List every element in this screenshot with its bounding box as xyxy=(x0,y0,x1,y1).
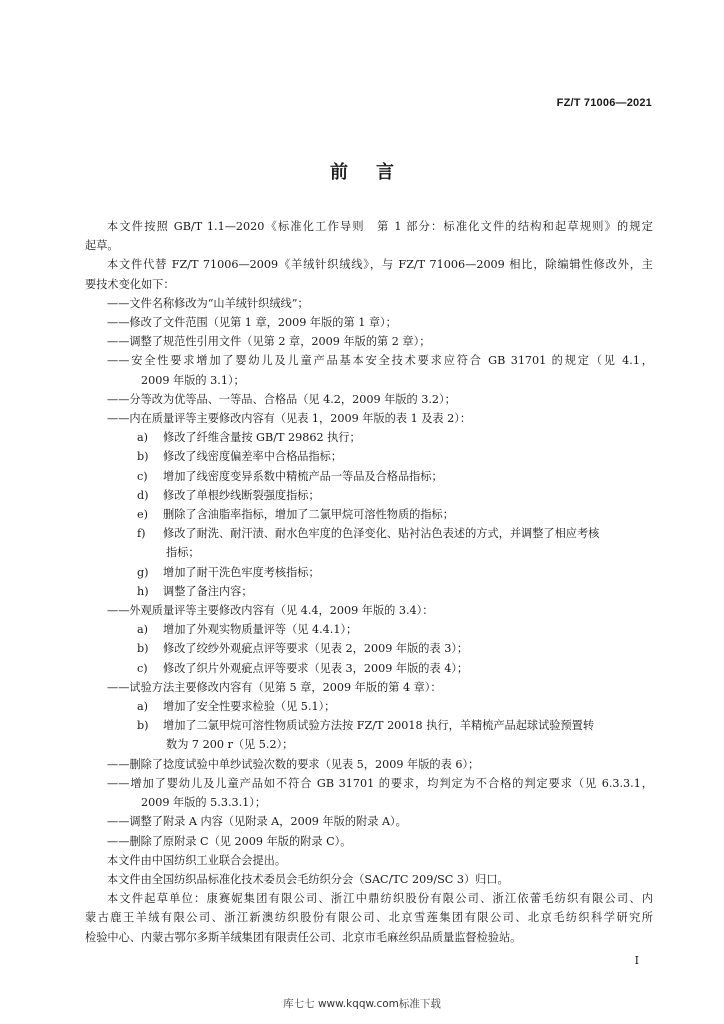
paragraph-line: 本文件代替 FZ/T 71006—2009《羊绒针织绒线》，与 FZ/T 71006—2009 相比，除编辑性修改外，主 xyxy=(107,258,653,272)
change-item: ——调整了附录 A 内容（见附录 A，2009 年版的附录 A）。 xyxy=(107,815,407,829)
sub-item-continuation: 指标； xyxy=(166,546,200,560)
sub-item-continuation: 数为 7 200 r（见 5.2）； xyxy=(166,738,294,752)
sub-item xyxy=(85,697,653,716)
change-item: ——外观质量评等主要修改内容有（见 4.4，2009 年版的 3.4）： xyxy=(107,604,434,618)
page-number: I xyxy=(634,954,639,967)
sub-item-label: c) xyxy=(137,469,148,483)
paragraph-line: 本文件由全国纺织品标准化技术委员会毛纺织分会（SAC/TC 209/SC 3）归口。 xyxy=(107,872,509,886)
change-item-continuation: 2009 年版的 5.3.3.1）； xyxy=(141,796,267,810)
sub-item xyxy=(85,716,653,735)
sub-item-text: 修改了单根纱线断裂强度指标； xyxy=(163,488,320,502)
sub-item xyxy=(85,563,653,582)
sub-item-label: b) xyxy=(137,719,149,733)
change-item-continuation: 2009 年版的 3.1）； xyxy=(141,373,245,387)
sub-item-label: f) xyxy=(137,527,146,541)
standard-code: FZ/T 71006—2021 xyxy=(556,97,652,109)
sub-item-label: a) xyxy=(137,431,149,445)
paragraph-line: 起草。 xyxy=(85,239,119,253)
sub-item-label: h) xyxy=(137,584,149,598)
sub-item xyxy=(85,620,653,639)
sub-item xyxy=(85,659,653,678)
sub-item xyxy=(85,524,653,543)
sub-item-text: 调整了备注内容； xyxy=(163,584,253,598)
paragraph-line: 检验中心、内蒙古鄂尔多斯羊绒集团有限责任公司、北京市毛麻丝织品质量监督检验站。 xyxy=(85,930,522,944)
sub-item-label: g) xyxy=(137,565,149,579)
change-item: ——分等改为优等品、一等品、合格品（见 4.2，2009 年版的 3.2）； xyxy=(107,392,456,406)
sub-item xyxy=(85,447,653,466)
sub-item-text: 增加了外观实物质量评等（见 4.4.1）； xyxy=(163,623,358,637)
paragraph-line: 要技术变化如下： xyxy=(85,277,175,291)
change-item: ——文件名称修改为“山羊绒针织绒线”； xyxy=(107,296,309,310)
title-char-2: 言 xyxy=(376,162,394,183)
paragraph-line: 本文件起草单位：康赛妮集团有限公司、浙江中鼎纺织股份有限公司、浙江依蕾毛纺织有限公司、内 xyxy=(107,892,653,906)
sub-item-text: 修改了绞纱外观疵点评等要求（见表 2，2009 年版的表 3）； xyxy=(163,642,469,656)
sub-item-label: e) xyxy=(137,508,148,522)
sub-item xyxy=(85,428,653,447)
sub-item-text: 增加了耐干洗色牢度考核指标； xyxy=(163,565,320,579)
sub-item-text: 增加了二氯甲烷可溶性物质试验方法按 FZ/T 20018 执行，羊精梳产品起球试验预置转 xyxy=(163,719,595,733)
change-item: ——安全性要求增加了婴幼儿及儿童产品基本安全技术要求应符合 GB 31701 的规定（见 4.1， xyxy=(107,354,653,368)
sub-item-text: 增加了线密度变异系数中精梳产品一等品及合格品指标； xyxy=(163,469,443,483)
change-item: ——试验方法主要修改内容有（见第 5 章，2009 年版的第 4 章）： xyxy=(107,680,442,694)
sub-item-text: 修改了耐洗、耐汗渍、耐水色牢度的色泽变化、贴衬沾色表述的方式，并调整了相应考核 xyxy=(163,527,600,541)
sub-item xyxy=(85,486,653,505)
change-item: ——删除了捻度试验中单纱试验次数的要求（见表 5，2009 年版的表 6）； xyxy=(107,757,480,771)
sub-item-label: b) xyxy=(137,450,149,464)
change-item: ——内在质量评等主要修改内容有（见表 1，2009 年版的表 1 及表 2）： xyxy=(107,412,472,426)
change-item: ——增加了婴幼儿及儿童产品如不符合 GB 31701 的要求，均判定为不合格的判定要求（见 6.3.3.1， xyxy=(107,776,653,790)
sub-item xyxy=(85,467,653,486)
sub-item-label: c) xyxy=(137,661,148,675)
change-item: ——删除了原附录 C（见 2009 年版的附录 C）。 xyxy=(107,834,352,848)
page-title xyxy=(0,158,724,184)
sub-item-text: 删除了含油脂率指标，增加了二氯甲烷可溶性物质的指标； xyxy=(163,508,454,522)
sub-item-text: 修改了线密度偏差率中合格品指标； xyxy=(163,450,343,464)
change-item: ——调整了规范性引用文件（见第 2 章，2009 年版的第 2 章）； xyxy=(107,335,431,349)
paragraph-line: 蒙古鹿王羊绒有限公司、浙江新澳纺织股份有限公司、北京雪莲集团有限公司、北京毛纺织科学研究所 xyxy=(85,911,653,925)
sub-item-label: d) xyxy=(137,488,149,502)
sub-item-label: a) xyxy=(137,623,149,637)
sub-item xyxy=(85,582,653,601)
document-body xyxy=(85,217,653,947)
sub-item-label: b) xyxy=(137,642,149,656)
sub-item-text: 修改了织片外观疵点评等要求（见表 3，2009 年版的表 4）； xyxy=(163,661,469,675)
sub-item-text: 修改了纤维含量按 GB/T 29862 执行； xyxy=(163,431,361,445)
sub-item xyxy=(85,639,653,658)
paragraph-line: 本文件按照 GB/T 1.1—2020《标准化工作导则 第 1 部分：标准化文件的结构和起草规则》的规定 xyxy=(107,220,653,233)
sub-item xyxy=(85,505,653,524)
paragraph-line: 本文件由中国纺织工业联合会提出。 xyxy=(107,853,287,867)
title-char-1: 前 xyxy=(330,162,348,183)
sub-item-label: a) xyxy=(137,700,149,714)
change-item: ——修改了文件范围（见第 1 章，2009 年版的第 1 章）； xyxy=(107,316,397,330)
footer-watermark: 库七七 www.kqqw.com标准下载 xyxy=(283,998,441,1010)
sub-item-text: 增加了安全性要求检验（见 5.1）； xyxy=(163,700,336,714)
